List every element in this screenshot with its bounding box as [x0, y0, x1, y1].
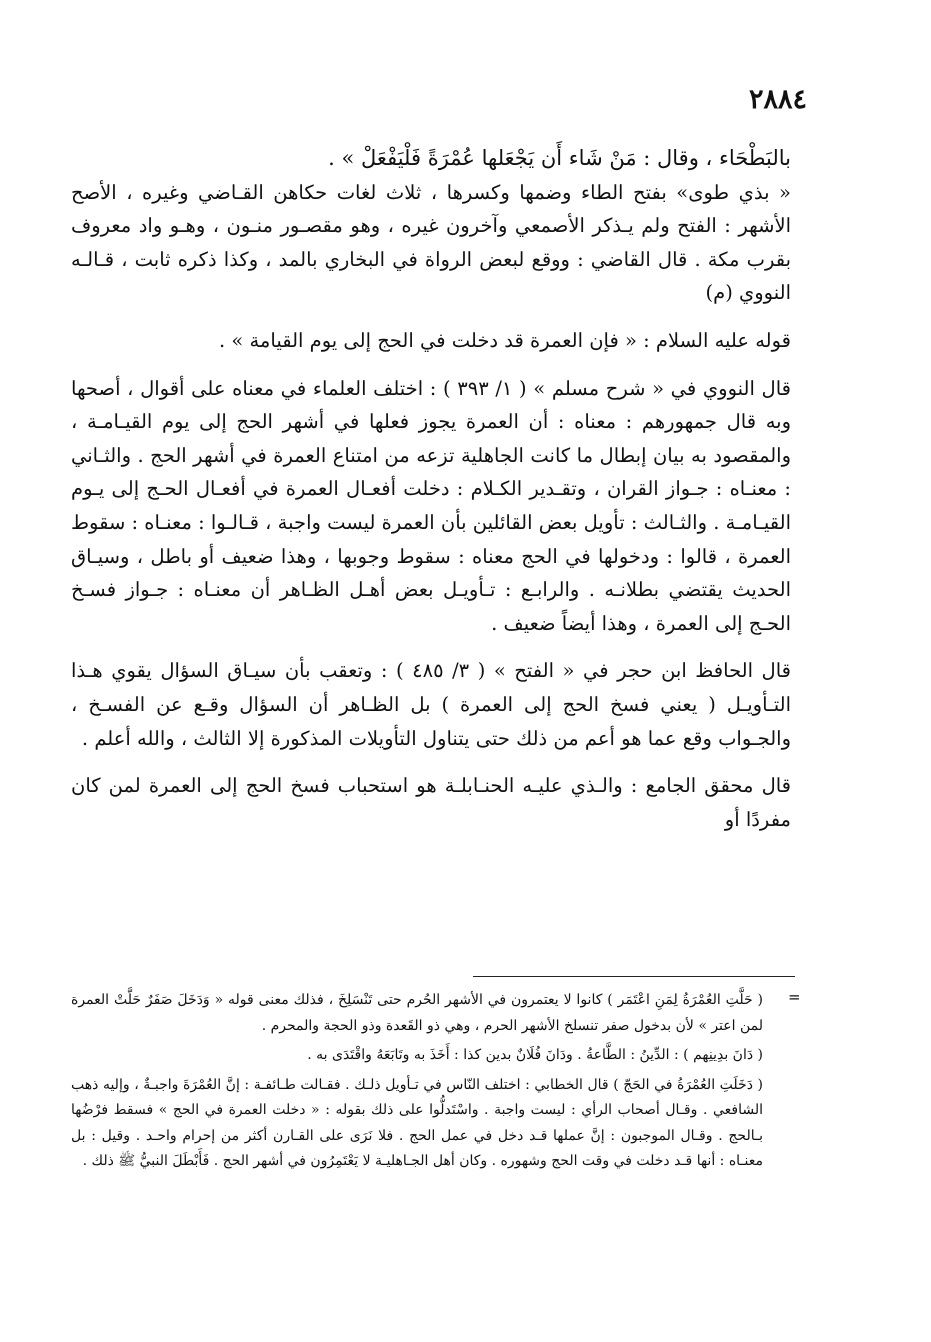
footnote-umrah-halal: ( حَلَّتِ العُمْرَةُ لِمَنِ اعْتَمَر ) كانوا لا يعتمرون في الأشهر الحُرم حتى تَنْسَلِخَ ، فذلك معنى قوله « وَدَخَلَ صَفَرٌ حَلَّتْ العمرة لمن اعتر » لأن بدخول صفر تنسلخ الأشهر الحرم ، وهي ذو القَعدة وذو الحجة والمحرم .	[71, 992, 763, 1034]
footnote-continuation-marker: =	[788, 988, 801, 1006]
paragraph-hadith-quote: قوله عليه السلام : « فإن العمرة قد دخلت في الحج إلى يوم القيامة » .	[218, 328, 791, 352]
paragraph-ibn-hajar-commentary: قال الحافظ ابن حجر في « الفتح » ( ٣/ ٤٨٥ ) : وتعقب بأن سيـاق السؤال يقوي هـذا التـأويـل ( يعني فسخ الحج إلى العمرة ) بل الظـاهر أن السؤال وقـع عن الفسـخ ، والجـواب وقع عما هو أعم من ذلك حتى يتناول التأويلات المذكورة إلا الثالث ، والله أعلم .	[71, 659, 791, 750]
paragraph-hadith-ending: بالبَطْحَاء ، وقال : مَنْ شَاء أَن يَجْعَلها عُمْرَةً فَلْيَفْعَلْ » .	[328, 146, 791, 170]
footnotes	[71, 988, 763, 1175]
footnote-divider	[473, 976, 795, 977]
paragraph-dhi-tuwa: « بذي طوى» بفتح الطاء وضمها وكسرها ، ثلاث لغات حكاهن القـاضي وغيره ، الأصح الأشهر : الفتح ولم يـذكر الأصمعي وآخرون غيره ، وهو مقصـور منـون ، وهـو واد معروف بقرب مكة . قال القاضي : ووقع لبعض الرواة في البخاري بالمد ، وكذا ذكره ثابت ، قـالـه النووي (م)	[71, 180, 791, 305]
footnote-umrah-in-hajj: ( دَخَلَتِ العُمْرَةُ في الحَجّ ) قال الخطابي : اختلف النّاس في تـأويل ذلـك . فقـالت طـائفـة : إنَّ العُمْرَةَ واجبـةٌ ، وإليه ذهب الشافعي . وقـال أصحاب الرأي : ليست واجبة . واسْتَدلُّوا على ذلك بقوله : « دخلت العمرة في الحج » فسقط فرْضُها بـالحج . وقـال الموجبون : إنَّ عملها قـد دخل في عمل الحج . فلا نَرَى على القـارن أكثر من إحرام واحـد . وقيل : بل معنـاه : أنها قـد دخلت في وقت الحج وشهوره . وكان أهل الجـاهليـة لا يَعْتَمِرُون في أشهر الحج . فَأَبْطَلَ النبيُّ ﷺ ذلك .	[71, 1076, 763, 1169]
footnote-dan-bidinihim: ( دَانَ بدِينِهم ) : الدِّينُ : الطَّاعةُ . ودَانَ فُلَانٌ بدين كذا : أَخَذَ به وتَابَعَهُ واقْتَدَى به .	[307, 1047, 763, 1063]
page-number: ٢٨٨٤	[748, 84, 807, 115]
paragraph-nawawi-commentary: قال النووي في « شرح مسلم » ( ١/ ٣٩٣ ) : اختلف العلماء في معناه على أقوال ، أصحها وبه قال جمهورهم : معناه : أن العمرة يجوز فعلها في أشهر الحج إلى يوم القيـامـة ، والمقصود به بيان إبطال ما كانت الجاهلية تزعه من امتناع العمرة في أشهر الحج . والثـاني : معنـاه : جـواز القران ، وتقـدير الكـلام : دخلت أفعـال العمرة في أفعـال الحـج إلى يـوم القيـامـة . والثـالث : تأويل بعض القائلين بأن العمرة ليست واجبة ، قـالـوا : معنـاه : سقوط العمرة ، قالوا : ودخولها في الحج معناه : سقوط وجوبها ، وهذا ضعيف أو باطل ، وسيـاق الحديث يقتضي بطلانـه . والرابـع : تـأويـل بعض أهـل الظـاهر أن معنـاه : جـواز فسـخ الحـج إلى العمرة ، وهذا أيضاً ضعيف .	[71, 376, 791, 635]
main-text	[71, 142, 791, 836]
paragraph-editor-note: قال محقق الجامع : والـذي عليـه الحنـابلـة هو استحباب فسخ الحج إلى العمرة لمن كان مفردًا أو	[71, 774, 791, 831]
